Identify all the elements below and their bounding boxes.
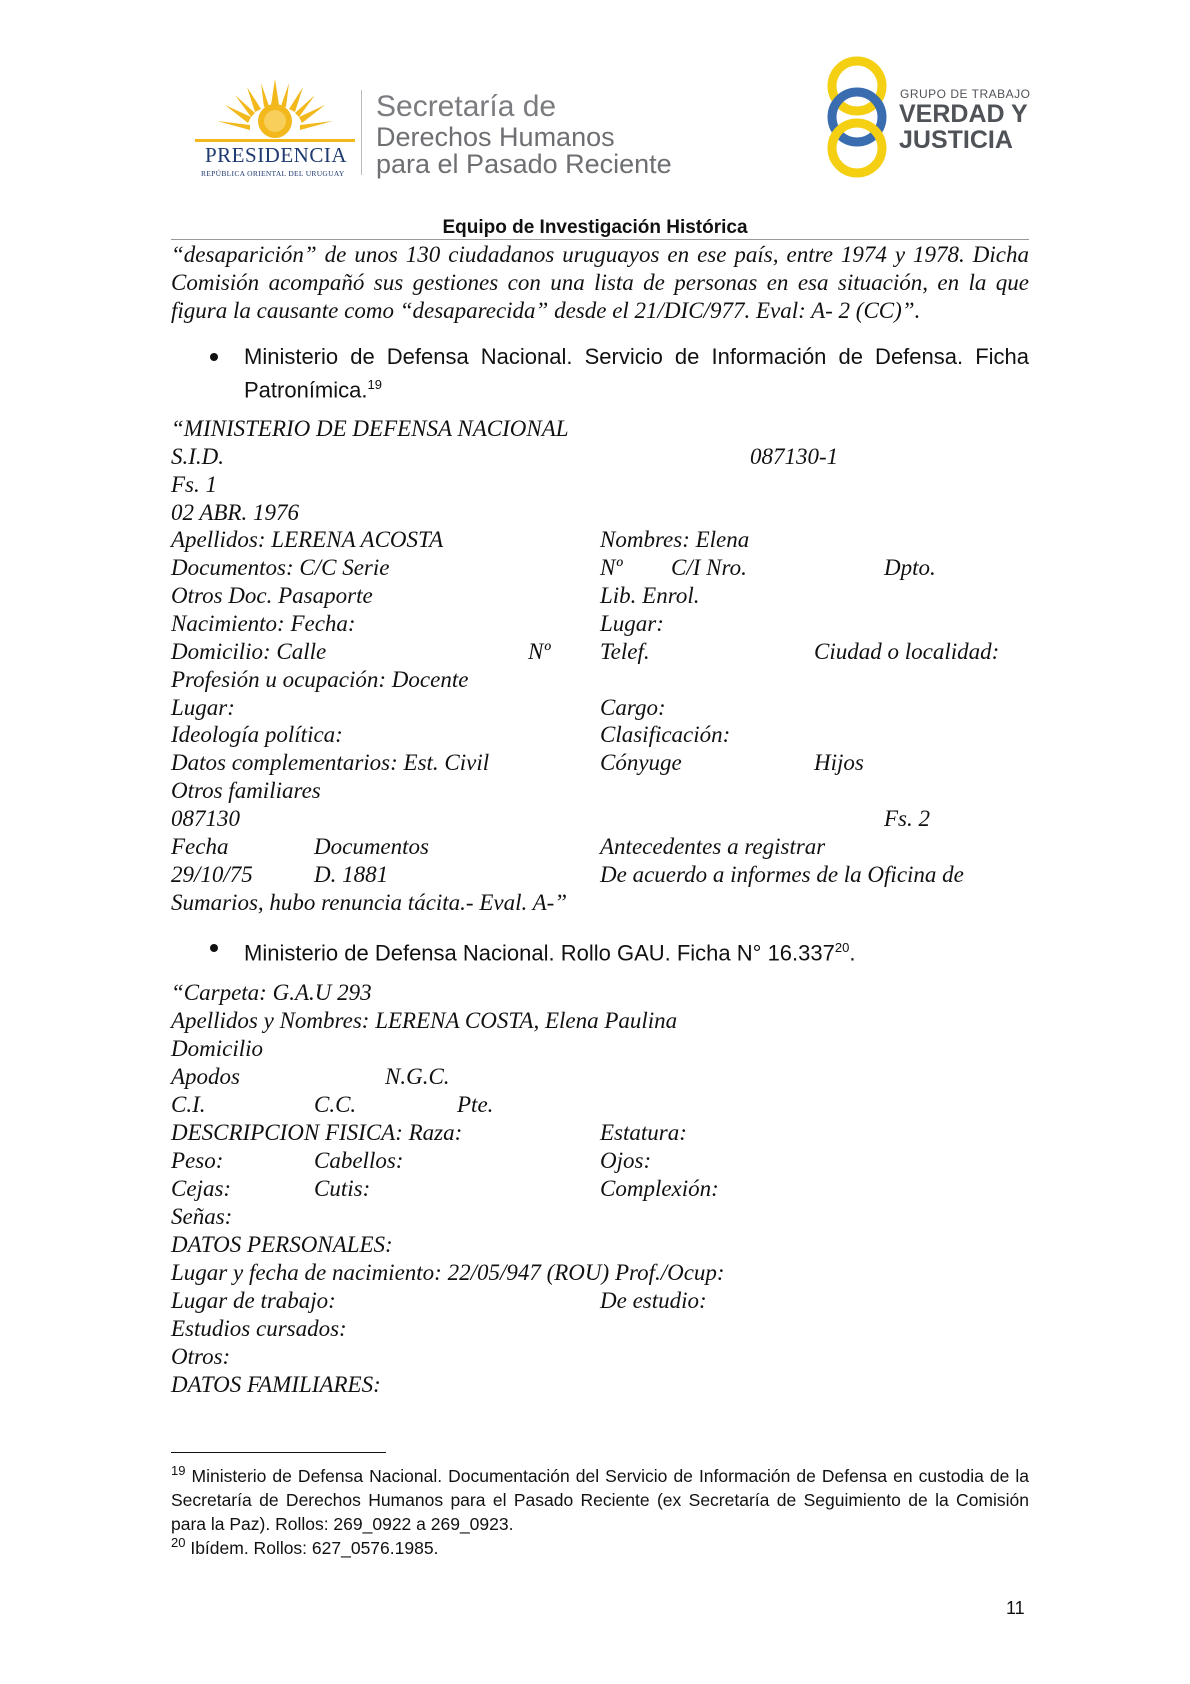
f2-complexion: Complexión: [600,1176,719,1201]
bullet-2-text: Ministerio de Defensa Nacional. Rollo GAU. Ficha N° 16.337 [244,940,835,966]
f1-lib-enrol: Lib. Enrol. [600,583,700,608]
f1-col-fecha: Fecha [171,834,229,859]
f1-entry-text-cont: Sumarios, hubo renuncia tácita.- Eval. A-” [171,890,568,915]
footnote-20-number: 20 [171,1535,186,1550]
vyj-line1: VERDAD Y [899,100,1028,128]
footnote-20-text: Ibídem. Rollos: 627_0576.1985. [185,1537,439,1558]
f2-apodos: Apodos [171,1064,240,1089]
secretaria-line2: Derechos Humanos [376,122,615,152]
footnote-ref-19[interactable]: 19 [367,377,382,392]
f1-hijos: Hijos [814,750,864,775]
f1-fs2: Fs. 2 [884,806,930,831]
bullet-1 [244,343,1029,404]
vyj-small-label: GRUPO DE TRABAJO [900,87,1031,101]
f1-file-short: 087130 [171,806,240,831]
f1-otros-doc: Otros Doc. Pasaporte [171,583,373,608]
f1-dpto: Dpto. [884,555,936,580]
f1-clasificacion: Clasificación: [600,722,731,747]
f1-entry-text: De acuerdo a informes de la Oficina de [600,862,964,887]
f2-nacimiento: Lugar y fecha de nacimiento: 22/05/947 (ROU) Prof./Ocup: [171,1260,725,1285]
f1-datos-complementarios: Datos complementarios: Est. Civil [171,750,490,775]
intro-paragraph: “desaparición” de unos 130 ciudadanos uruguayos en ese país, entre 1974 y 1978. Dicha Comisión acompañó sus gestiones con una lista de personas en esa situación, en la que figura la causante como “desaparecida” desde el 21/DIC/977. Eval: A- 2 (CC)”. [171,242,1029,323]
f1-entry-doc: D. 1881 [314,862,389,887]
bullet-2 [244,934,855,967]
footnote-19 [171,1459,1029,1536]
f1-profesion: Profesión u ocupación: Docente [171,667,469,692]
f2-de-estudio: De estudio: [600,1288,707,1313]
footnote-ref-20[interactable]: 20 [834,940,850,955]
verdad-justicia-logo [822,55,1031,180]
bullet-1-text: Ministerio de Defensa Nacional. Servicio de Información de Defensa. Ficha Patronímica. [244,344,1029,403]
f2-peso: Peso: [171,1148,224,1173]
f1-dom-no: Nº [528,639,551,664]
f1-ci-nro: C/I Nro. [671,555,747,580]
f2-senas: Señas: [171,1204,233,1229]
f2-lugar-trabajo: Lugar de trabajo: [171,1288,336,1313]
f1-nacimiento: Nacimiento: Fecha: [171,611,356,636]
f1-ideologia: Ideología política: [171,722,343,747]
f2-otros: Otros: [171,1344,231,1369]
presidencia-name: PRESIDENCIA [205,143,348,167]
footnote-19-number: 19 [171,1463,186,1478]
f2-cc: C.C. [314,1092,357,1117]
vyj-line2: JUSTICIA [899,126,1013,154]
f2-cejas: Cejas: [171,1176,232,1201]
sun-icon [195,75,355,145]
f1-telef: Telef. [600,639,650,664]
f2-cutis: Cutis: [314,1176,371,1201]
team-title: Equipo de Investigación Histórica [442,217,748,238]
bullet-dot [210,944,218,952]
f1-lugar-nac: Lugar: [600,611,664,636]
f1-fs1: Fs. 1 [171,472,217,497]
secretaria-line3: para el Pasado Reciente [376,149,672,179]
bullet-dot [210,353,218,361]
f1-file-number: 087130-1 [750,444,839,469]
header-rule [171,239,1029,240]
f2-ngc: N.G.C. [385,1064,450,1089]
f1-nombres: Nombres: Elena [600,527,750,552]
f1-doc-no: Nº [600,555,623,580]
f1-col-documentos: Documentos [314,834,429,859]
f1-lugar: Lugar: [171,695,235,720]
f2-estatura: Estatura: [600,1120,687,1145]
f1-documentos: Documentos: C/C Serie [171,555,390,580]
f1-ministerio: “MINISTERIO DE DEFENSA NACIONAL [171,416,569,441]
f2-datos-familiares: DATOS FAMILIARES: [171,1372,381,1397]
f2-carpeta: “Carpeta: G.A.U 293 [171,980,372,1005]
f1-sid: S.I.D. [171,444,225,469]
f1-ciudad: Ciudad o localidad: [814,639,1000,664]
f1-col-antecedentes: Antecedentes a registrar [600,834,826,859]
footnote-19-text: Ministerio de Defensa Nacional. Documentación del Servicio de Información de Defensa en custodia de la Secretaría de Derechos Humanos para el Pasado Reciente (ex Secretaría de Seguimiento de la Comisión para la Paz). Rollos: 269_0922 a 269_0923. [171,1465,1029,1534]
presidencia-sub: REPÚBLICA ORIENTAL DEL URUGUAY [201,169,345,178]
f1-otros-familiares: Otros familiares [171,778,321,803]
f1-date: 02 ABR. 1976 [171,500,299,525]
f2-ci: C.I. [171,1092,206,1117]
f1-apellidos: Apellidos: LERENA ACOSTA [171,527,444,552]
f1-cargo: Cargo: [600,695,666,720]
presidencia-logo [195,75,355,180]
f2-ojos: Ojos: [600,1148,652,1173]
f2-estudios-cursados: Estudios cursados: [171,1316,347,1341]
f2-domicilio: Domicilio [171,1036,263,1061]
f2-pte: Pte. [457,1092,494,1117]
f2-cabellos: Cabellos: [314,1148,404,1173]
bullet-2-tail: . [849,940,856,966]
footnote-20 [171,1531,438,1560]
f2-descripcion-fisica: DESCRIPCION FISICA: Raza: [171,1120,463,1145]
f2-apellidos-nombres: Apellidos y Nombres: LERENA COSTA, Elena Paulina [171,1008,678,1033]
f1-conyuge: Cónyuge [600,750,682,775]
f1-entry-date: 29/10/75 [171,862,253,887]
interlocking-rings-icon [822,55,892,180]
secretaria-line1: Secretaría de [376,90,557,123]
f1-domicilio: Domicilio: Calle [171,639,327,664]
header-divider [361,90,362,175]
f2-datos-personales: DATOS PERSONALES: [171,1232,393,1257]
page-number: 11 [1006,1598,1025,1618]
footnote-separator [171,1452,386,1453]
